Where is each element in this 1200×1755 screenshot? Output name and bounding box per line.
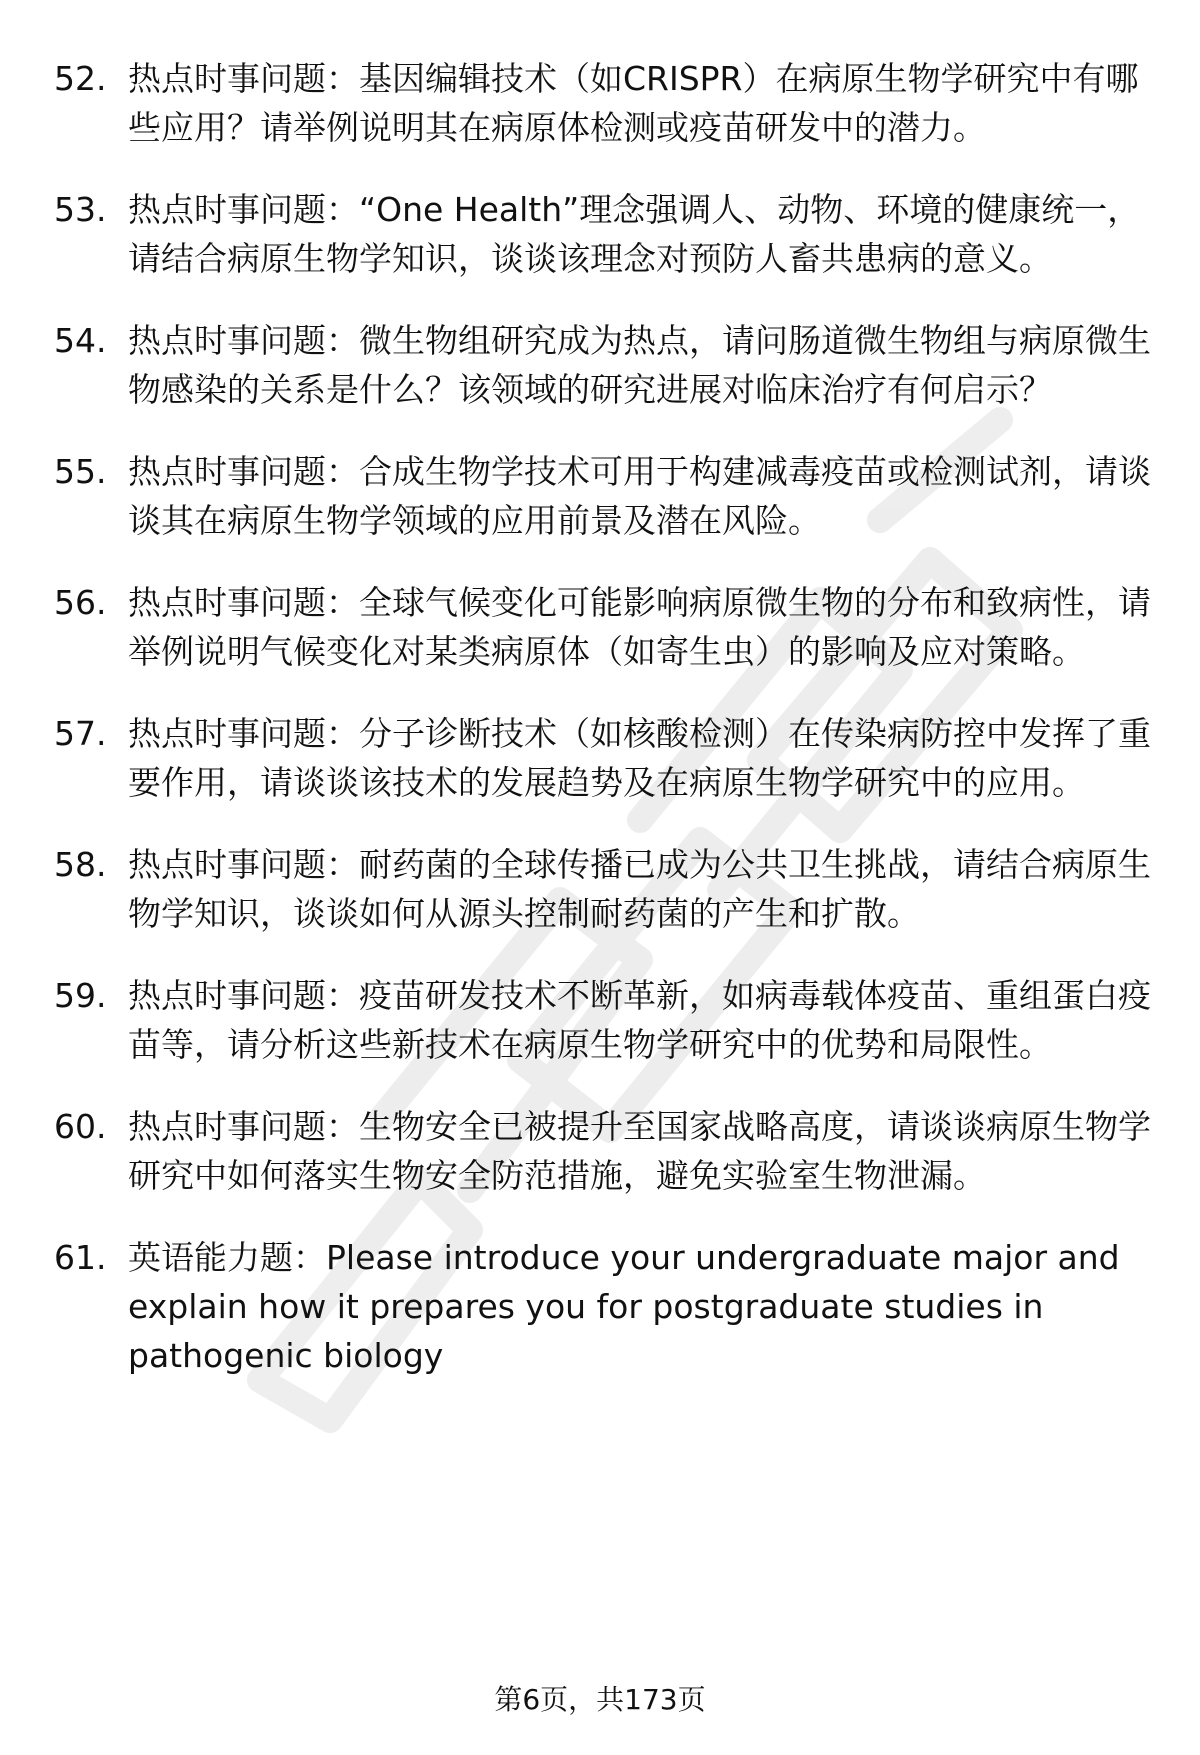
question-item: [0, 1102, 1200, 1200]
question-number: 61.: [54, 1238, 107, 1277]
question-number: 59.: [54, 976, 107, 1015]
question-text: 热点时事问题：基因编辑技术（如CRISPR）在病原生物学研究中有哪些应用？请举例说明其在病原体检测或疫苗研发中的潜力。: [128, 59, 1139, 147]
question-number: 52.: [54, 59, 107, 98]
question-item: [0, 578, 1200, 676]
question-text: 热点时事问题：生物安全已被提升至国家战略高度，请谈谈病原生物学研究中如何落实生物安全防范措施，避免实验室生物泄漏。: [128, 1107, 1151, 1195]
question-number: 55.: [54, 452, 107, 491]
question-number: 56.: [54, 583, 107, 622]
question-item: [0, 971, 1200, 1069]
question-list: [0, 54, 1200, 1413]
question-item: [0, 840, 1200, 938]
question-text: 热点时事问题：疫苗研发技术不断革新，如病毒载体疫苗、重组蛋白疫苗等，请分析这些新技术在病原生物学研究中的优势和局限性。: [128, 976, 1151, 1064]
question-text: 热点时事问题：“One Health”理念强调人、动物、环境的健康统一，请结合病原生物学知识，谈谈该理念对预防人畜共患病的意义。: [128, 190, 1141, 278]
question-item: [0, 709, 1200, 807]
question-number: 60.: [54, 1107, 107, 1146]
question-text: 英语能力题：Please introduce your undergraduate major and explain how it prepares you for postgraduate studies in pathogenic biology: [128, 1238, 1120, 1375]
page-number-label: 第6页，共173页: [494, 1683, 706, 1716]
question-text: 热点时事问题：全球气候变化可能影响病原微生物的分布和致病性，请举例说明气候变化对某类病原体（如寄生虫）的影响及应对策略。: [128, 583, 1151, 671]
question-item: [0, 54, 1200, 152]
question-text: 热点时事问题：微生物组研究成为热点，请问肠道微生物组与病原微生物感染的关系是什么？该领域的研究进展对临床治疗有何启示？: [128, 321, 1151, 409]
question-text: 热点时事问题：分子诊断技术（如核酸检测）在传染病防控中发挥了重要作用，请谈谈该技术的发展趋势及在病原生物学研究中的应用。: [128, 714, 1151, 802]
question-text: 热点时事问题：合成生物学技术可用于构建减毒疫苗或检测试剂，请谈谈其在病原生物学领域的应用前景及潜在风险。: [128, 452, 1151, 540]
question-item: [0, 1233, 1200, 1380]
question-number: 54.: [54, 321, 107, 360]
page-footer: [0, 1680, 1200, 1720]
question-item: [0, 185, 1200, 283]
question-number: 58.: [54, 845, 107, 884]
question-number: 53.: [54, 190, 107, 229]
question-item: [0, 447, 1200, 545]
question-text: 热点时事问题：耐药菌的全球传播已成为公共卫生挑战，请结合病原生物学知识，谈谈如何从源头控制耐药菌的产生和扩散。: [128, 845, 1151, 933]
question-item: [0, 316, 1200, 414]
question-number: 57.: [54, 714, 107, 753]
